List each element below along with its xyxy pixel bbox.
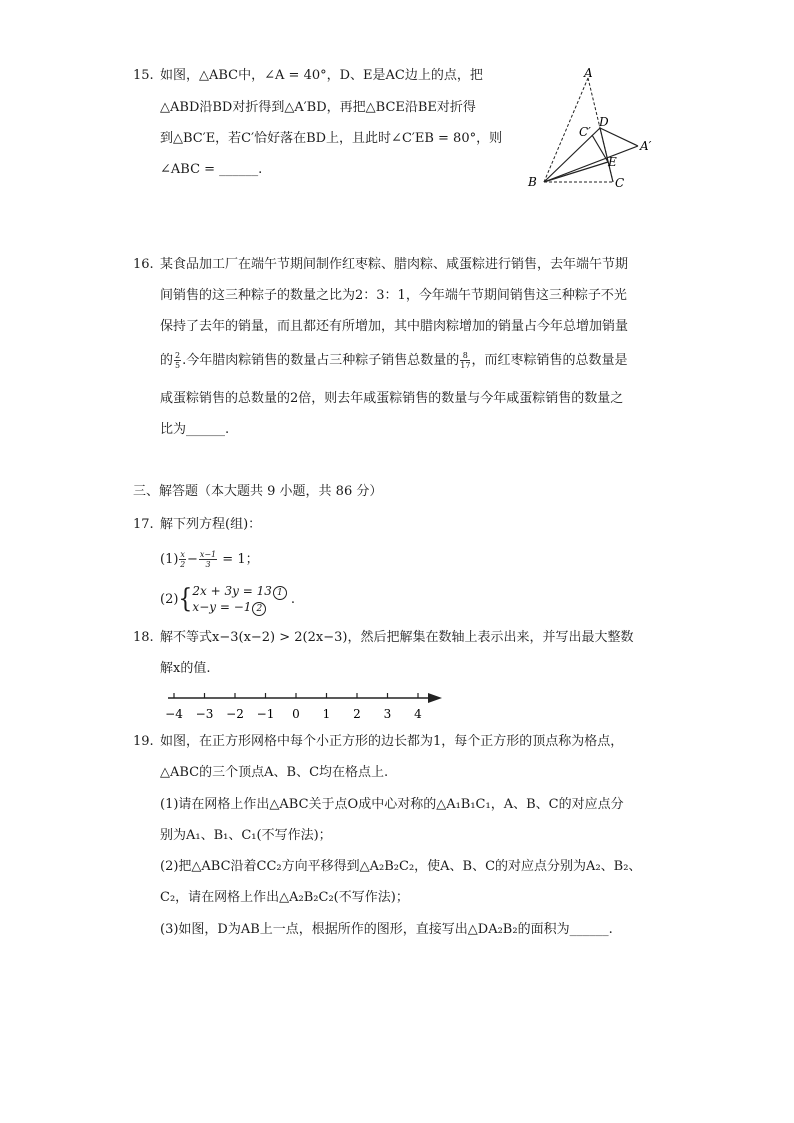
number-line-tick-label: −1 bbox=[256, 707, 275, 721]
number-line-arrow bbox=[428, 693, 442, 703]
q19-line5: (2)把△ABC沿着CC₂方向平移得到△A₂B₂C₂，使A、B、C的对应点分别为A₂、B₂、 bbox=[160, 859, 642, 874]
q19-line1: 如图，在正方形网格中每个小正方形的边长都为1，每个正方形的顶点称为格点， bbox=[160, 734, 624, 749]
number-line-tick-label: 4 bbox=[414, 707, 422, 721]
number-line-tick-label: −4 bbox=[165, 707, 183, 721]
q15-line1: 如图，△ABC中，∠A = 40°，D、E是AC边上的点，把 bbox=[160, 68, 483, 83]
label-E: E bbox=[608, 155, 617, 169]
q18-number: 18. bbox=[133, 630, 154, 645]
number-line-tick-label: −3 bbox=[195, 707, 214, 721]
section-3-heading: 三、解答题（本大题共 9 小题，共 86 分） bbox=[133, 484, 383, 499]
number-line-tick-label: 2 bbox=[353, 707, 361, 721]
q19-number: 19. bbox=[133, 734, 154, 749]
q16-line1: 某食品加工厂在端午节期间制作红枣粽、腊肉粽、咸蛋粽进行销售，去年端午节期 bbox=[160, 257, 629, 272]
number-line bbox=[160, 688, 450, 724]
q17-title: 解下列方程(组)： bbox=[160, 517, 262, 532]
segment-BD bbox=[544, 128, 600, 182]
label-B: B bbox=[528, 175, 537, 189]
q19-line3: (1)请在网格上作出△ABC关于点O成中心对称的△A₁B₁C₁，A、B、C的对应点分 bbox=[160, 797, 624, 812]
q16-line4 bbox=[160, 351, 627, 370]
q15-number: 15. bbox=[133, 68, 154, 83]
q19-line2: △ABC的三个顶点A、B、C均在格点上. bbox=[160, 765, 389, 780]
label-A-prime: A′ bbox=[640, 139, 652, 153]
q18-line1: 解不等式x−3(x−2) > 2(2x−3)，然后把解集在数轴上表示出来，并写出最大整数 bbox=[160, 630, 634, 645]
number-line-tick-label: −2 bbox=[226, 707, 244, 721]
circled-1: 1 bbox=[273, 586, 287, 600]
equation-system: 2x + 3y = 13 1 x−y = −1 2 bbox=[192, 584, 286, 616]
number-line-tick-label: 0 bbox=[292, 707, 300, 721]
q16-line6: 比为______. bbox=[160, 422, 230, 437]
q16-line4-b: .今年腊肉粽销售的数量占三种粽子销售总数量的 bbox=[182, 353, 460, 368]
q19-line4: 别为A₁、B₁、C₁(不写作法)； bbox=[160, 828, 332, 843]
q17-part2: (2){ 2x + 3y = 13 1 x−y = −1 2 . bbox=[160, 584, 296, 615]
q16-line3: 保持了去年的销量，而且都还有所增加，其中腊肉粽增加的销量占今年总增加销量 bbox=[160, 319, 629, 334]
fraction-two-fifths: $\frac{2}{5}$ bbox=[175, 351, 181, 370]
q19-line6: C₂，请在网格上作出△A₂B₂C₂(不写作法)； bbox=[160, 890, 409, 905]
circled-2: 2 bbox=[252, 602, 266, 616]
q16-line5: 咸蛋粽销售的总数量的2倍，则去年咸蛋粽销售的数量与今年咸蛋粽销售的数量之 bbox=[160, 391, 624, 406]
label-C: C bbox=[615, 176, 625, 190]
q16-number: 16. bbox=[133, 257, 154, 272]
q17-part1: (1) $\frac{x}{2}$ − $\frac{x-1}{3}$ = 1； bbox=[160, 550, 259, 569]
q16-line2: 间销售的这三种粽子的数量之比为2：3：1，今年端午节期间销售这三种粽子不光 bbox=[160, 288, 627, 303]
fraction-x-minus-1-over-3: $\frac{x-1}{3}$ bbox=[199, 550, 217, 569]
q15-line3: 到△BC′E，若C′恰好落在BD上，且此时∠C′EB = 80°，则 bbox=[160, 131, 503, 146]
q15-line2: △ABD沿BD对折得到△A′BD，再把△BCE沿BE对折得 bbox=[160, 100, 476, 115]
q18-line2: 解x的值. bbox=[160, 661, 211, 676]
q15-line4: ∠ABC = ______. bbox=[160, 162, 263, 177]
q16-line4-c: ，而红枣粽销售的总数量是 bbox=[471, 353, 628, 368]
label-A: A bbox=[584, 66, 593, 80]
number-line-tick-label: 1 bbox=[322, 707, 331, 721]
q19-line7: (3)如图，D为AB上一点，根据所作的图形，直接写出△DA₂B₂的面积为______. bbox=[160, 922, 613, 937]
fraction-x-over-2: $\frac{x}{2}$ bbox=[180, 550, 186, 569]
number-line-tick-label: 3 bbox=[383, 707, 392, 721]
q16-line4-a: 的 bbox=[160, 353, 174, 368]
system-brace: { bbox=[178, 584, 193, 615]
segment-DA1 bbox=[600, 128, 638, 146]
q15-geometry-figure bbox=[520, 66, 660, 192]
q17-number: 17. bbox=[133, 517, 154, 532]
segment-C1E bbox=[592, 135, 608, 162]
label-C-prime: C′ bbox=[579, 125, 591, 139]
label-D: D bbox=[599, 115, 609, 129]
fraction-eight-seventeenths: $\frac{8}{17}$ bbox=[460, 351, 471, 370]
